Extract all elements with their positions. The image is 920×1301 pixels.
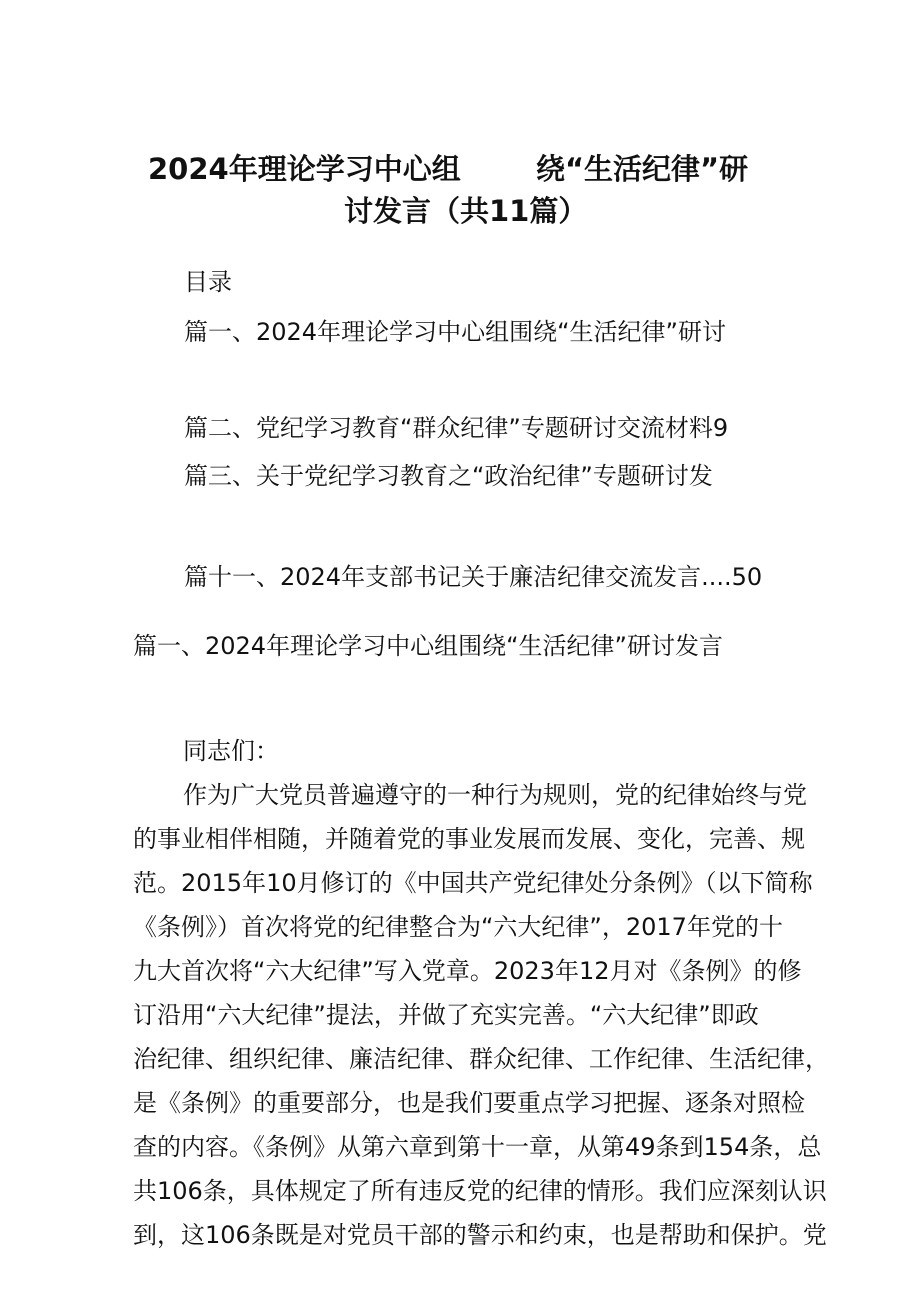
body-line: 《条例》）首次将党的纪律整合为“六大纪律”，2017年党的十 (133, 913, 783, 941)
body-line: 范。2015年10月修订的《中国共产党纪律处分条例》（以下简称 (133, 869, 813, 897)
section-title: 篇一、2024年理论学习中心组围绕“生活纪律”研讨发言 (133, 632, 723, 660)
document-title-line1-part1: 2024年理论学习中心组 (148, 152, 461, 186)
toc-item[interactable]: 篇二、党纪学习教育“群众纪律”专题研讨交流材料9 (184, 414, 729, 442)
body-line: 订沿用“六大纪律”提法，并做了充实完善。“六大纪律”即政 (133, 1001, 759, 1029)
document-title-line2: 讨发言（共11篇） (344, 194, 588, 228)
greeting: 同志们： (183, 737, 279, 765)
body-line: 的事业相伴相随，并随着党的事业发展而发展、变化，完善、规 (133, 825, 805, 853)
body-line: 查的内容。《条例》从第六章到第十一章，从第49条到154条，总 (133, 1133, 822, 1161)
body-line: 共106条，具体规定了所有违反党的纪律的情形。我们应深刻认识 (133, 1177, 827, 1205)
body-line: 作为广大党员普遍遵守的一种行为规则，党的纪律始终与党 (183, 781, 807, 809)
toc-item[interactable]: 篇三、关于党纪学习教育之“政治纪律”专题研讨发 (184, 462, 713, 490)
body-line: 治纪律、组织纪律、廉洁纪律、群众纪律、工作纪律、生活纪律， (133, 1045, 829, 1073)
toc-item[interactable]: 篇一、2024年理论学习中心组围绕“生活纪律”研讨 (184, 318, 726, 346)
body-line: 是《条例》的重要部分，也是我们要重点学习把握、逐条对照检 (133, 1089, 805, 1117)
document-title-line1-part2: 绕“生活纪律”研 (536, 152, 749, 186)
toc-heading: 目录 (184, 268, 232, 296)
body-line: 九大首次将“六大纪律”写入党章。2023年12月对《条例》的修 (133, 957, 802, 985)
body-line: 到，这106条既是对党员干部的警示和约束，也是帮助和保护。党 (133, 1221, 827, 1249)
toc-item[interactable]: 篇十一、2024年支部书记关于廉洁纪律交流发言....50 (184, 563, 763, 591)
